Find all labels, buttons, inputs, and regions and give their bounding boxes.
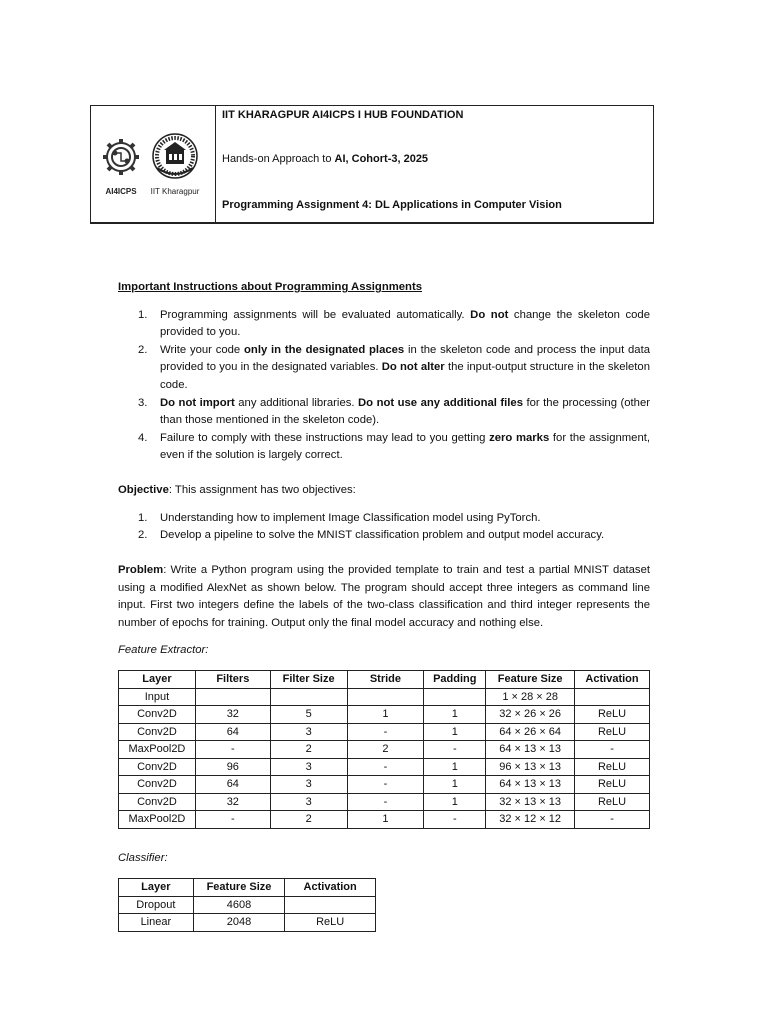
column-header: Stride <box>347 671 424 689</box>
table-cell: 3 <box>270 776 347 794</box>
instruction-run: for the assignment, even if the solution is largely correct. <box>160 431 651 462</box>
table-cell <box>424 688 486 706</box>
table-cell: 2 <box>270 741 347 759</box>
table-cell: 32 <box>195 793 270 811</box>
table-cell: 1 × 28 × 28 <box>486 688 575 706</box>
table-cell: 3 <box>270 723 347 741</box>
objective-item: 2. Develop a pipeline to solve the MNIST classification problem and output model accuracy. <box>138 529 605 542</box>
instruction-run: Do not use any additional files <box>358 396 523 409</box>
instruction-text <box>160 432 650 462</box>
table-cell: 1 <box>424 776 486 794</box>
table-row <box>119 811 650 829</box>
table-cell: - <box>195 811 270 829</box>
table-cell: 64 × 13 × 13 <box>486 741 575 759</box>
table-header-row <box>119 879 376 897</box>
table-cell: Linear <box>119 914 194 932</box>
table-cell: - <box>575 811 650 829</box>
problem-section <box>118 562 650 632</box>
table-cell: 3 <box>270 758 347 776</box>
table-cell: 4608 <box>193 896 285 914</box>
instruction-run: in the skeleton code and process the input data provided to you in the designated variables. <box>160 343 650 374</box>
instruction-text <box>160 397 650 427</box>
ai4icps-caption: AI4ICPS <box>105 187 137 196</box>
column-header: Feature Size <box>486 671 575 689</box>
column-header: Layer <box>119 671 196 689</box>
table-cell: ReLU <box>575 706 650 724</box>
table-cell: Conv2D <box>119 793 196 811</box>
problem-text: : Write a Python program using the provided template to train and test a partial MNIST dataset using a modified AlexNet as shown below. The program should accept three integers as command line input. First two integers define the labels of the two-class classification and third integer represents the number of epochs for training. Output only the final model accuracy and nothing else. <box>118 564 650 629</box>
table-row <box>119 706 650 724</box>
table-cell: - <box>424 741 486 759</box>
ai4icps-logo <box>103 139 139 175</box>
table-row <box>119 723 650 741</box>
table-cell <box>575 688 650 706</box>
table-cell <box>347 688 424 706</box>
column-header: Activation <box>285 879 376 897</box>
objective-item: 1. Understanding how to implement Image Classification model using PyTorch. <box>138 511 541 524</box>
instruction-run: Do not import <box>160 396 235 409</box>
table-cell: 1 <box>424 723 486 741</box>
table-cell: 64 <box>195 723 270 741</box>
instruction-run: any additional libraries. <box>234 396 359 409</box>
header-box <box>90 105 654 224</box>
table-cell: 2048 <box>193 914 285 932</box>
table-cell: 1 <box>347 811 424 829</box>
table-cell <box>270 688 347 706</box>
table-cell: 64 × 13 × 13 <box>486 776 575 794</box>
table-row <box>119 758 650 776</box>
table-row <box>119 896 376 914</box>
table-cell: 64 × 26 × 64 <box>486 723 575 741</box>
table-cell: Input <box>119 688 196 706</box>
table-cell: 2 <box>347 741 424 759</box>
problem-label: Problem <box>118 564 164 576</box>
instruction-run: Failure to comply with these instructions may lead to you getting <box>160 431 490 444</box>
column-header: Activation <box>575 671 650 689</box>
column-header: Padding <box>424 671 486 689</box>
table-cell: - <box>195 741 270 759</box>
table-cell: ReLU <box>285 914 376 932</box>
table-cell: Conv2D <box>119 706 196 724</box>
assignment-title: Programming Assignment 4: DL Applications in Computer Vision <box>222 199 562 211</box>
instruction-item: 4. Failure to comply with these instructions may lead to you getting zero marks for the assignment, even if the solution is largely correct. <box>138 431 651 462</box>
logo-cell <box>91 106 216 222</box>
instructions-title: Important Instructions about Programming Assignments <box>118 281 422 293</box>
objective-line: Objective: This assignment has two objectives: <box>118 484 356 496</box>
column-header: Filter Size <box>270 671 347 689</box>
instruction-run: zero marks <box>489 431 550 444</box>
table-cell: 32 × 26 × 26 <box>486 706 575 724</box>
classifier-table <box>118 878 376 932</box>
table-cell: 1 <box>424 706 486 724</box>
table-row <box>119 776 650 794</box>
column-header: Layer <box>119 879 194 897</box>
table-cell: 96 × 13 × 13 <box>486 758 575 776</box>
instruction-run: for the processing (other than those mentioned in the skeleton code). <box>160 396 651 427</box>
table-cell: MaxPool2D <box>119 811 196 829</box>
header-text <box>222 106 647 222</box>
iit-kharagpur-caption: IIT Kharagpur <box>150 187 200 196</box>
org-name: IIT KHARAGPUR AI4ICPS I HUB FOUNDATION <box>222 109 464 121</box>
instruction-text <box>160 344 650 391</box>
instruction-run: only in the designated places <box>244 343 405 356</box>
instruction-run: change the skeleton code provided to you. <box>160 308 650 339</box>
table-cell: - <box>424 811 486 829</box>
table-cell: 3 <box>270 793 347 811</box>
table-cell: 2 <box>270 811 347 829</box>
table-cell: ReLU <box>575 723 650 741</box>
instructions-section <box>118 279 650 465</box>
table-cell: - <box>575 741 650 759</box>
iit-kharagpur-logo <box>153 134 197 178</box>
logos <box>91 106 213 216</box>
table-cell <box>195 688 270 706</box>
table-cell: MaxPool2D <box>119 741 196 759</box>
column-header: Filters <box>195 671 270 689</box>
table-cell: 1 <box>424 758 486 776</box>
instruction-item: 3. Do not import any additional libraries. Do not use any additional files for the processing (other than those mentioned in the skeleton code). <box>138 396 651 427</box>
table-cell: Conv2D <box>119 758 196 776</box>
feature-extractor-caption: Feature Extractor: <box>118 644 209 656</box>
table-header-row <box>119 671 650 689</box>
table-row <box>119 741 650 759</box>
table-cell: Conv2D <box>119 776 196 794</box>
table-cell: 32 <box>195 706 270 724</box>
table-cell: - <box>347 793 424 811</box>
table-row <box>119 793 650 811</box>
table-cell: 5 <box>270 706 347 724</box>
instruction-run: the input-output structure in the skeleton code. <box>160 361 651 391</box>
table-cell: Dropout <box>119 896 194 914</box>
table-row <box>119 914 376 932</box>
table-cell: 64 <box>195 776 270 794</box>
table-cell: ReLU <box>575 793 650 811</box>
table-cell: 32 × 13 × 13 <box>486 793 575 811</box>
objective-list <box>118 510 650 545</box>
table-cell: - <box>347 776 424 794</box>
feature-extractor-table <box>118 670 650 829</box>
table-cell: 32 × 12 × 12 <box>486 811 575 829</box>
instruction-run: Do not alter <box>381 361 445 374</box>
objective-section <box>118 482 650 545</box>
table-cell <box>285 896 376 914</box>
classifier-caption: Classifier: <box>118 852 168 864</box>
instruction-text <box>160 309 650 339</box>
instruction-item: 1. Programming assignments will be evaluated automatically. Do not change the skeleton code provided to you. <box>138 308 650 339</box>
course-title: Hands-on Approach to AI, Cohort-3, 2025 <box>222 153 429 165</box>
table-cell: - <box>347 758 424 776</box>
table-cell: ReLU <box>575 776 650 794</box>
table-cell: ReLU <box>575 758 650 776</box>
table-row <box>119 688 650 706</box>
instruction-run: Programming assignments will be evaluated automatically. <box>160 308 471 321</box>
table-cell: 96 <box>195 758 270 776</box>
table-cell: 1 <box>424 793 486 811</box>
table-cell: Conv2D <box>119 723 196 741</box>
table-cell: 1 <box>347 706 424 724</box>
table-cell: - <box>347 723 424 741</box>
instruction-item: 2. Write your code only in the designated places in the skeleton code and process the input data provided to you in the designated variables. Do not alter the input-output structure in the skeleton code. <box>138 343 651 391</box>
instructions-list <box>118 307 650 465</box>
instruction-run: Do not <box>470 308 509 321</box>
column-header: Feature Size <box>193 879 285 897</box>
instruction-run: Write your code <box>160 343 245 356</box>
